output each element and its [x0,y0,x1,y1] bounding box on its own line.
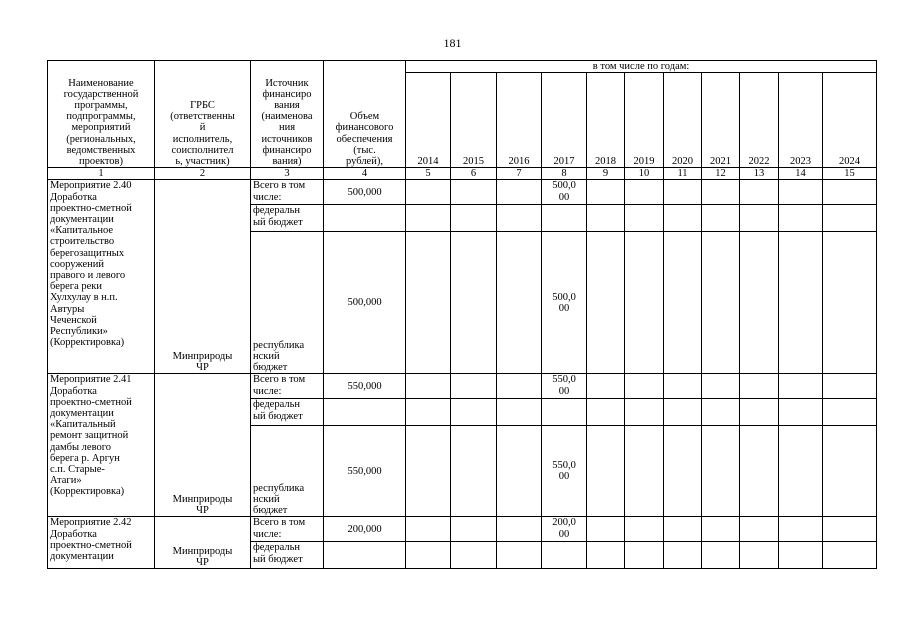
year-cell [542,205,587,232]
header-name: Наименование государственной программы, подпрограммы, мероприятий (региональных, ведомственных проектов) [48,61,155,168]
year-cell [823,232,877,374]
header-year-2022: 2022 [740,73,779,168]
year-cell [497,426,542,517]
column-number-12: 12 [702,168,740,180]
measure-name: Мероприятие 2.42 Доработка проектно-сметной документации [48,517,155,569]
volume-federal [324,542,406,569]
year-cell [664,517,702,542]
volume-total: 550,000 [324,374,406,399]
year-cell [664,374,702,399]
year-cell [451,399,497,426]
header-source: Источник финансиро вания (наименова ния источников финансиро вания) [251,61,324,168]
year-cell [587,205,625,232]
header-year-2015: 2015 [451,73,497,168]
year-cell [497,399,542,426]
year-cell [625,399,664,426]
header-volume: Объем финансового обеспечения (тыс. рублей), [324,61,406,168]
year-cell [625,374,664,399]
measure-name: Мероприятие 2.41 Доработка проектно-сметной документации «Капитальный ремонт защитной дамбы левого берега р. Аргун с.п. Старые- Атаги» (Корректировка) [48,374,155,517]
year-cell [823,399,877,426]
year-cell [451,205,497,232]
year-cell [664,232,702,374]
year-cell [542,399,587,426]
year-cell [587,542,625,569]
year-cell [406,205,451,232]
year-cell [625,517,664,542]
year-cell [702,542,740,569]
volume-total: 200,000 [324,517,406,542]
year-cell [823,180,877,205]
year-cell [587,399,625,426]
year-cell [740,426,779,517]
column-number-4: 4 [324,168,406,180]
year-cell [779,517,823,542]
year-cell [451,180,497,205]
volume-total: 500,000 [324,180,406,205]
column-number-13: 13 [740,168,779,180]
year-cell [625,232,664,374]
source-total: Всего в том числе: [251,374,324,399]
year-cell [406,542,451,569]
column-number-6: 6 [451,168,497,180]
year-cell [823,542,877,569]
header-year-2019: 2019 [625,73,664,168]
year-cell [451,374,497,399]
year-cell [625,180,664,205]
year-cell [406,517,451,542]
volume-federal [324,399,406,426]
year-2017-republic: 550,0 00 [542,426,587,517]
year-cell [497,205,542,232]
measure-name: Мероприятие 2.40 Доработка проектно-сметной документации «Капитальное строительство берегозащитных сооружений правого и левого берега реки Хулхулау в н.п. Автуры Чеченской Республики» (Корректировка) [48,180,155,374]
year-cell [625,542,664,569]
year-cell [740,517,779,542]
column-number-3: 3 [251,168,324,180]
column-number-15: 15 [823,168,877,180]
year-2017-total: 200,0 00 [542,517,587,542]
year-cell [406,399,451,426]
year-cell [702,180,740,205]
header-year-2014: 2014 [406,73,451,168]
year-cell [625,205,664,232]
column-number-7: 7 [497,168,542,180]
column-number-11: 11 [664,168,702,180]
year-cell [664,542,702,569]
column-number-2: 2 [155,168,251,180]
column-number-14: 14 [779,168,823,180]
grbs-cell: Минприроды ЧР [155,180,251,374]
year-cell [451,517,497,542]
year-cell [779,542,823,569]
year-cell [779,205,823,232]
source-federal: федеральн ый бюджет [251,542,324,569]
source-total: Всего в том числе: [251,517,324,542]
year-cell [587,374,625,399]
header-years-caption: в том числе по годам: [406,61,877,73]
year-cell [497,542,542,569]
financing-table [47,60,877,569]
year-cell [740,205,779,232]
year-cell [406,232,451,374]
year-cell [702,232,740,374]
header-year-2021: 2021 [702,73,740,168]
column-number-9: 9 [587,168,625,180]
year-2017-republic: 500,0 00 [542,232,587,374]
header-grbs: ГРБС (ответственны й исполнитель, соисполнител ь, участник) [155,61,251,168]
year-cell [451,232,497,374]
year-cell [779,374,823,399]
year-cell [625,426,664,517]
year-cell [406,426,451,517]
year-cell [779,399,823,426]
year-cell [823,205,877,232]
year-cell [406,374,451,399]
year-cell [779,426,823,517]
year-cell [779,232,823,374]
source-federal: федеральн ый бюджет [251,205,324,232]
volume-federal [324,205,406,232]
year-cell [702,426,740,517]
year-cell [664,399,702,426]
year-cell [497,180,542,205]
year-cell [779,180,823,205]
table-row [48,374,877,399]
header-year-2016: 2016 [497,73,542,168]
source-republic: республика нский бюджет [251,426,324,517]
header-year-2017: 2017 [542,73,587,168]
volume-republic: 500,000 [324,232,406,374]
year-cell [406,180,451,205]
year-cell [497,232,542,374]
column-number-8: 8 [542,168,587,180]
year-cell [451,426,497,517]
year-cell [823,426,877,517]
year-cell [587,517,625,542]
year-cell [497,517,542,542]
year-cell [451,542,497,569]
column-number-1: 1 [48,168,155,180]
volume-republic: 550,000 [324,426,406,517]
year-cell [497,374,542,399]
year-cell [740,232,779,374]
year-cell [587,426,625,517]
year-cell [740,542,779,569]
source-federal: федеральн ый бюджет [251,399,324,426]
year-cell [740,374,779,399]
year-cell [740,180,779,205]
column-number-5: 5 [406,168,451,180]
column-number-10: 10 [625,168,664,180]
year-cell [702,517,740,542]
grbs-cell: Минприроды ЧР [155,374,251,517]
year-cell [702,205,740,232]
year-2017-total: 550,0 00 [542,374,587,399]
source-republic: республика нский бюджет [251,232,324,374]
year-cell [587,180,625,205]
header-year-2023: 2023 [779,73,823,168]
year-cell [702,399,740,426]
page-number: 181 [443,36,462,50]
header-year-2024: 2024 [823,73,877,168]
header-year-2018: 2018 [587,73,625,168]
year-cell [664,426,702,517]
year-cell [664,205,702,232]
table-row [48,517,877,542]
year-cell [542,542,587,569]
year-cell [740,399,779,426]
year-2017-total: 500,0 00 [542,180,587,205]
year-cell [823,374,877,399]
source-total: Всего в том числе: [251,180,324,205]
year-cell [587,232,625,374]
year-cell [823,517,877,542]
year-cell [702,374,740,399]
header-year-2020: 2020 [664,73,702,168]
table-row [48,180,877,205]
year-cell [664,180,702,205]
grbs-cell: Минприроды ЧР [155,517,251,569]
